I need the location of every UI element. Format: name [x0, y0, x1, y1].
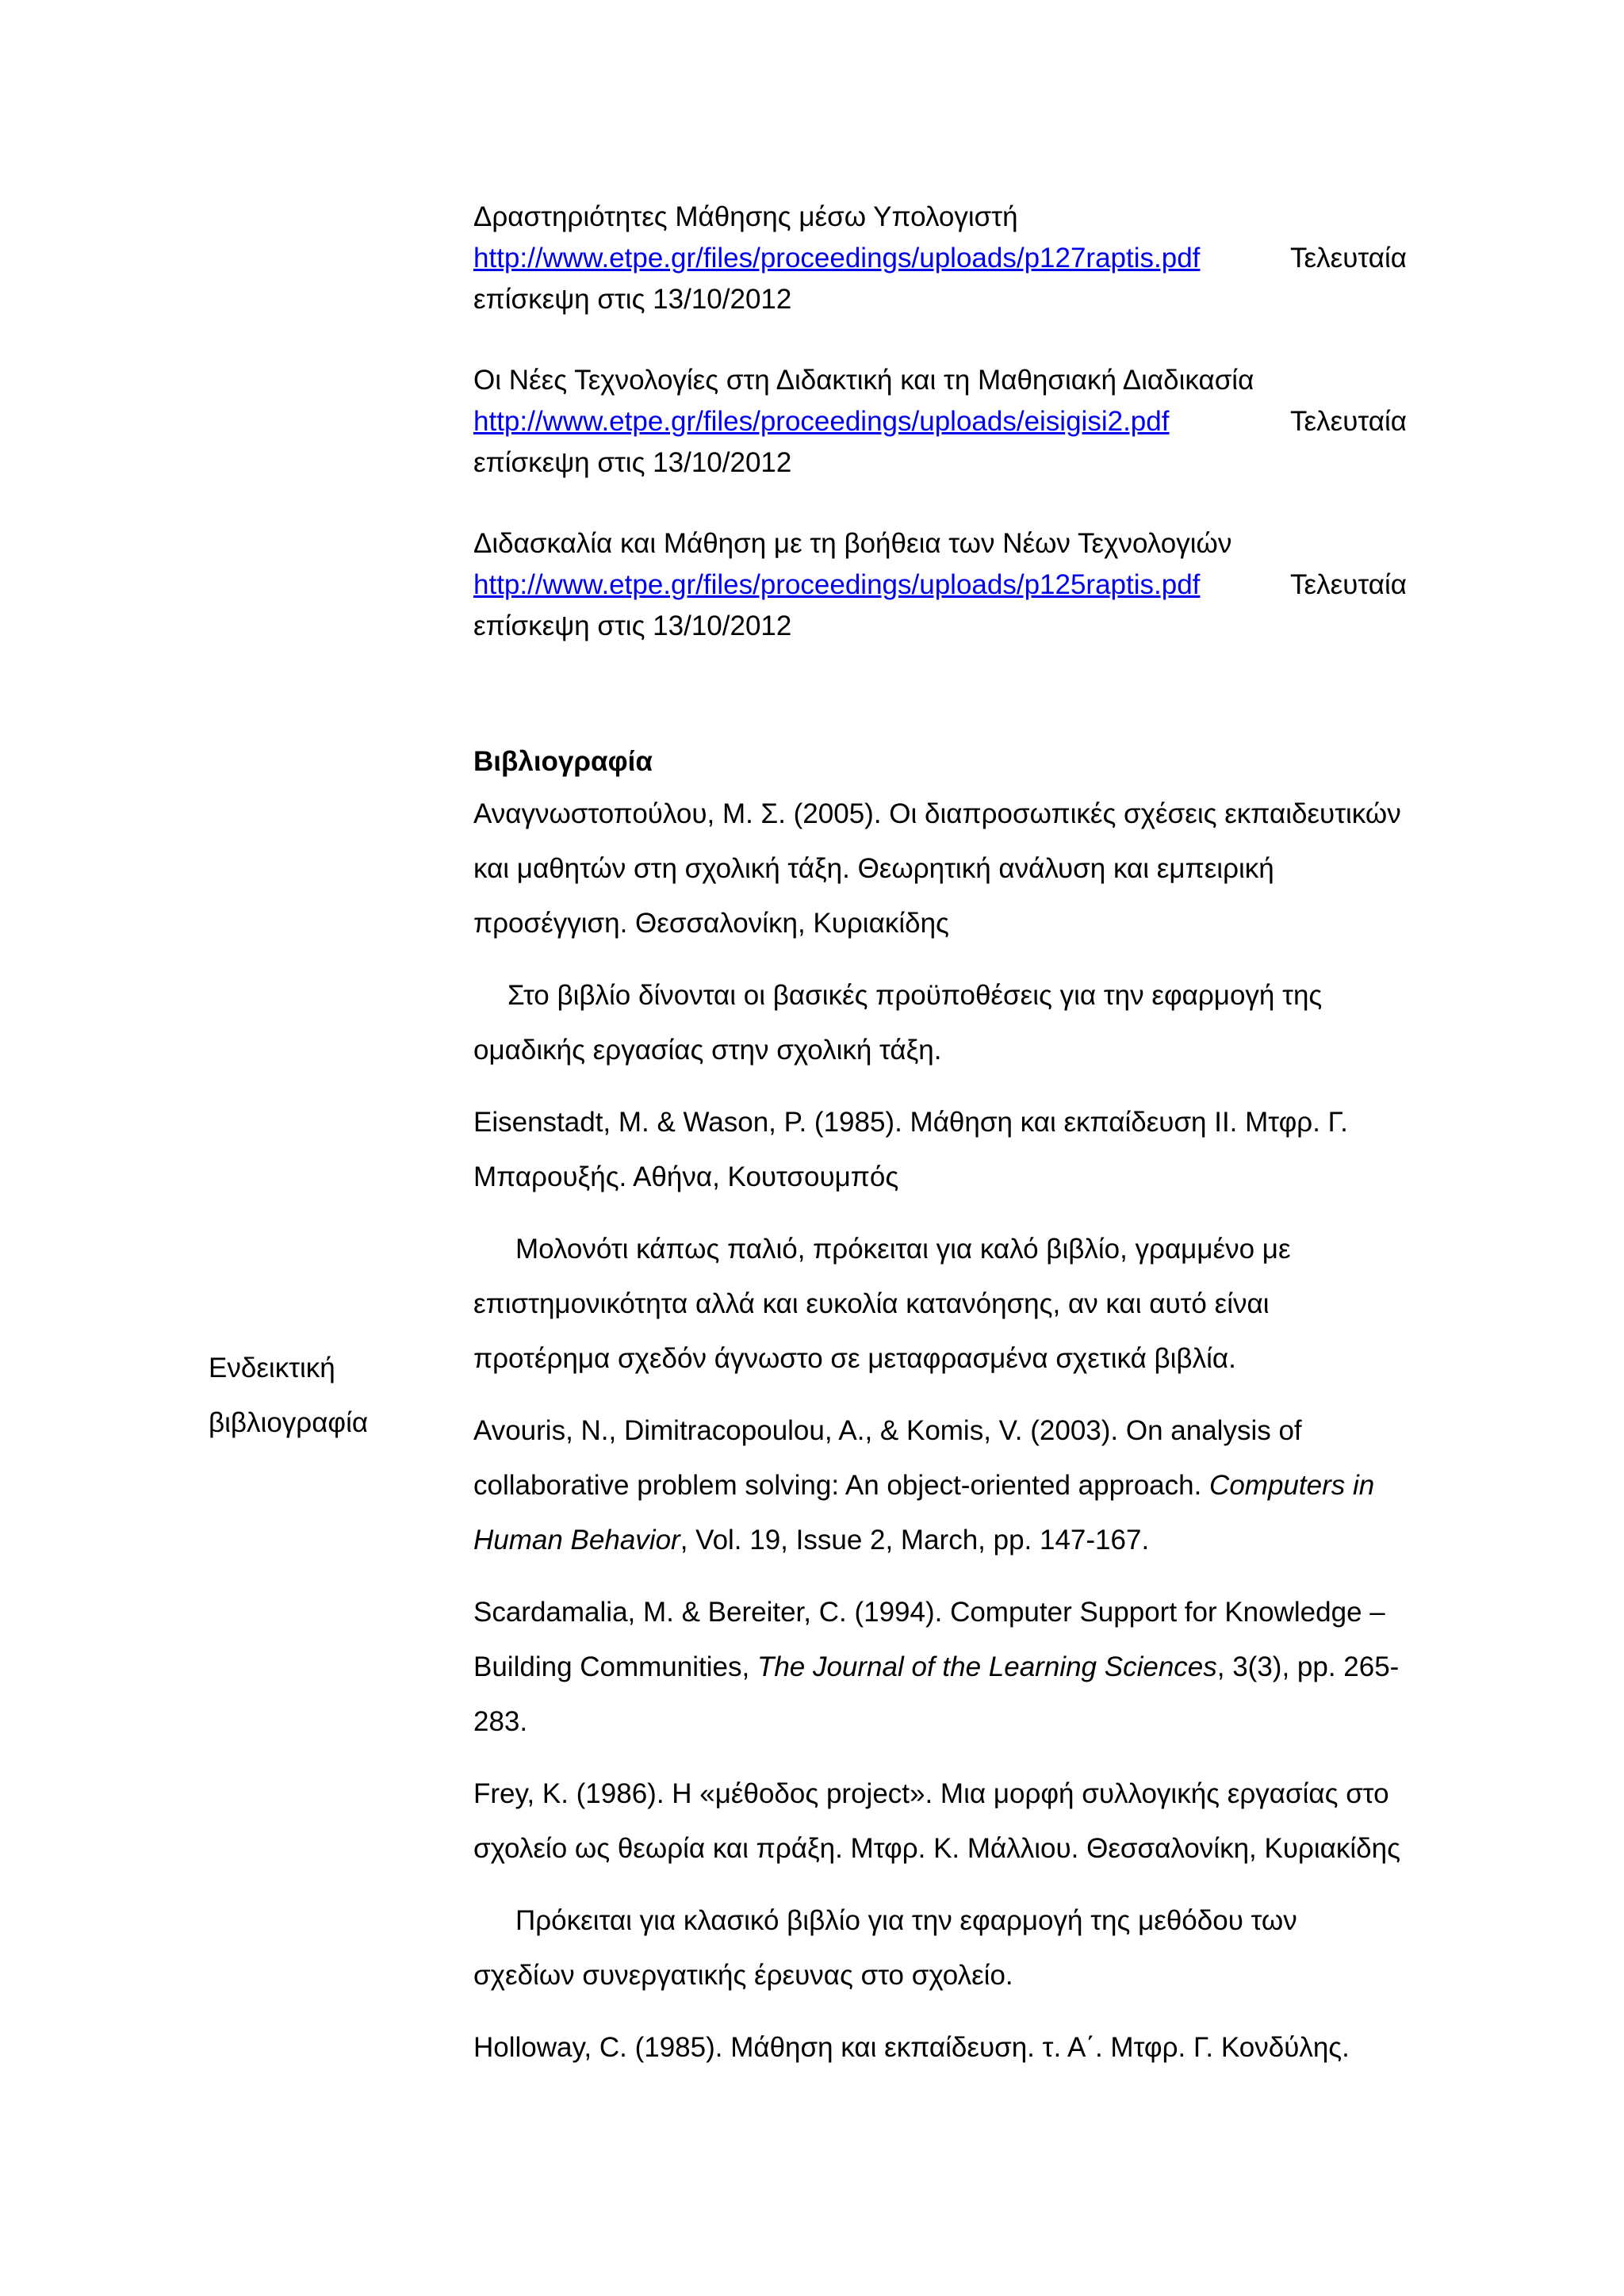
bib-comment-line: σχεδίων συνεργατικής έρευνας στο σχολείο. [473, 1960, 1013, 1991]
bib-journal-title: Human Behavior [473, 1525, 680, 1556]
resource-title: Δραστηριότητες Μάθησης μέσω Υπολογιστή [473, 201, 1018, 232]
bib-entry-line [473, 1470, 1374, 1502]
resource-visit-date: επίσκεψη στις 13/10/2012 [473, 610, 792, 641]
bibliography-heading: Βιβλιογραφία [473, 746, 653, 777]
bib-text: collaborative problem solving: An object-oriented approach. [473, 1470, 1210, 1501]
bib-journal-title: Computers in [1209, 1470, 1375, 1501]
bib-entry-line [473, 1525, 1149, 1556]
bib-comment-line: Πρόκειται για κλασικό βιβλίο για την εφαρμογή της μεθόδου των [515, 1905, 1297, 1936]
bib-entry-line: Scardamalia, M. & Bereiter, C. (1994). Computer Support for Knowledge – [473, 1597, 1385, 1628]
bib-entry-line: Eisenstadt, M. & Wason, P. (1985). Μάθηση και εκπαίδευση ΙΙ. Μτφρ. Γ. [473, 1107, 1348, 1138]
bib-journal-title: The Journal of the Learning Sciences [756, 1651, 1217, 1682]
resource-link[interactable]: http://www.etpe.gr/files/proceedings/uploads/p127raptis.pdf [473, 243, 1201, 274]
bib-comment-line: Στο βιβλίο δίνονται οι βασικές προϋποθέσεις για την εφαρμογή της [508, 980, 1323, 1011]
bib-text: Building Communities, [473, 1651, 757, 1682]
bib-entry-line: σχολείο ως θεωρία και πράξη. Μτφρ. Κ. Μάλλιου. Θεσσαλονίκη, Κυριακίδης [473, 1833, 1400, 1864]
resource-visit-label: Τελευταία [1290, 569, 1407, 600]
bib-comment-line: προτέρημα σχεδόν άγνωστο σε μεταφρασμένα σχετικά βιβλία. [473, 1343, 1236, 1374]
bib-entry-line: 283. [473, 1706, 528, 1737]
resource-visit-date: επίσκεψη στις 13/10/2012 [473, 284, 792, 315]
resource-link[interactable]: http://www.etpe.gr/files/proceedings/uploads/p125raptis.pdf [473, 569, 1201, 600]
bib-entry-line: προσέγγιση. Θεσσαλονίκη, Κυριακίδης [473, 908, 949, 939]
resource-visit-label: Τελευταία [1290, 243, 1407, 274]
resource-visit-date: επίσκεψη στις 13/10/2012 [473, 447, 792, 478]
bib-comment-line: επιστημονικότητα αλλά και ευκολία κατανόησης, αν και αυτό είναι [473, 1288, 1270, 1319]
bib-comment-line: Μολονότι κάπως παλιό, πρόκειται για καλό βιβλίο, γραμμένο με [515, 1234, 1291, 1265]
bib-entry-line: Holloway, C. (1985). Μάθηση και εκπαίδευση. τ. Α΄. Μτφρ. Γ. Κονδύλης. [473, 2032, 1350, 2063]
bib-entry-line: και μαθητών στη σχολική τάξη. Θεωρητική ανάλυση και εμπειρική [473, 853, 1274, 884]
bib-text: , Vol. 19, Issue 2, March, pp. 147-167. [680, 1525, 1150, 1556]
bib-entry-line: Avouris, N., Dimitracopoulou, A., & Komis, V. (2003). On analysis of [473, 1415, 1302, 1446]
resource-title: Διδασκαλία και Μάθηση με τη βοήθεια των Νέων Τεχνολογιών [473, 528, 1232, 559]
bib-comment-line: ομαδικής εργασίας στην σχολική τάξη. [473, 1035, 942, 1066]
resource-title: Οι Νέες Τεχνολογίες στη Διδακτική και τη Μαθησιακή Διαδικασία [473, 365, 1254, 396]
sidebar-label-line: Ενδεικτική [209, 1353, 335, 1383]
resource-visit-label: Τελευταία [1290, 406, 1407, 437]
sidebar-label-line: βιβλιογραφία [209, 1407, 369, 1438]
bib-entry-line: Αναγνωστοπούλου, Μ. Σ. (2005). Οι διαπροσωπικές σχέσεις εκπαιδευτικών [473, 798, 1401, 829]
bib-entry-line: Μπαρουξής. Αθήνα, Κουτσουμπός [473, 1161, 899, 1192]
bib-entry-line: Frey, K. (1986). Η «μέθοδος project». Μια μορφή συλλογικής εργασίας στο [473, 1778, 1389, 1809]
bib-entry-line [473, 1651, 1399, 1683]
bib-text: , 3(3), pp. 265- [1216, 1651, 1400, 1682]
resource-link[interactable]: http://www.etpe.gr/files/proceedings/uploads/eisigisi2.pdf [473, 406, 1170, 437]
